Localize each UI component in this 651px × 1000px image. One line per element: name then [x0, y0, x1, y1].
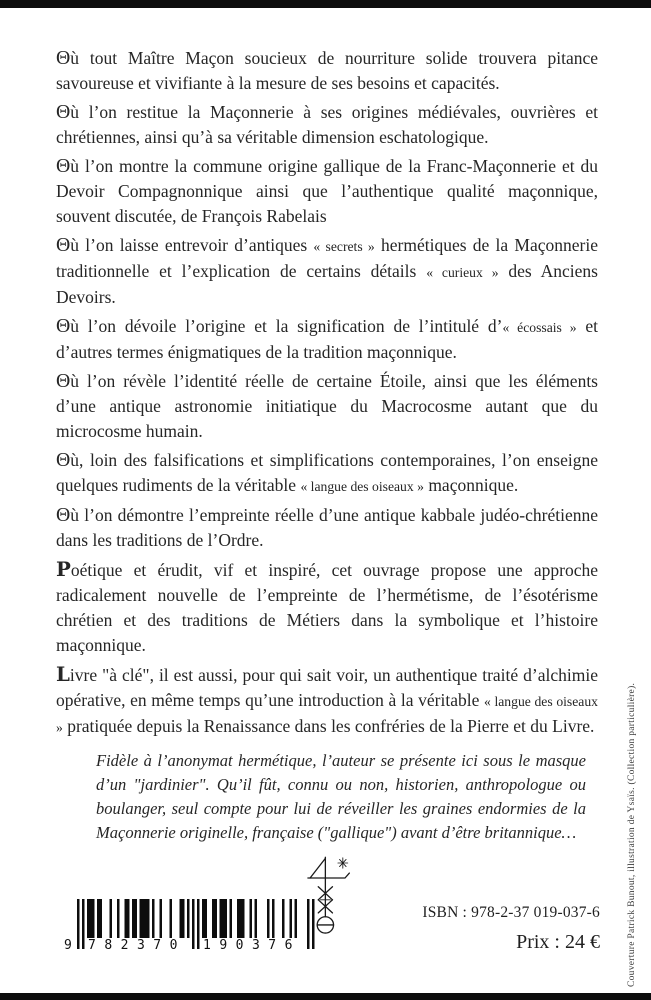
isbn-value: 978-2-37 019-037-6 [471, 904, 600, 921]
paragraph-text: ù l’on révèle l’identité réelle de certaine Étoile, ainsi que les éléments d’une antique astronomie initiatique du Macrocosme autant que du microcosme humain. [56, 371, 598, 441]
ornamental-initial: Θ [56, 101, 71, 123]
barcode-group-right: 190376 [203, 938, 301, 953]
paragraph-text: ù tout Maître Maçon soucieux de nourriture solide trouvera pitance savoureuse et vivifiante à la mesure de ses besoins et capacités. [56, 48, 598, 93]
paragraph-text: ivre "à clé", il est aussi, pour qui sait voir, un authentique traité d’alchimie opérative, en même temps qu’une introduction à la véritable « langue des oiseaux » pratiquée depuis la Renaissance dans les confréries de la Pierre et du Livre. [56, 665, 598, 736]
paragraph [56, 448, 598, 499]
ornamental-initial: Θ [56, 234, 71, 256]
paragraph-text: ù l’on dévoile l’origine et la signification de l’intitulé d’« écossais » et d’autres termes énigmatiques de la tradition maçonnique. [56, 316, 598, 362]
blurb-paragraphs [56, 46, 598, 740]
author-note: Fidèle à l’anonymat hermétique, l’auteur se présente ici sous le masque d’un "jardinier". Qu’il fût, connu ou non, historien, anthropologue ou boulanger, seul compte pour lui de réveiller les graines endormies de la Maçonnerie originelle, française ("gallique") avant d’être britannique… [96, 751, 586, 842]
paragraph [56, 46, 598, 96]
paragraph [56, 557, 598, 658]
paragraph [56, 662, 598, 740]
paragraph-text: ù l’on montre la commune origine gallique de la Franc-Maçonnerie et du Devoir Compagnonnique ainsi que l’authentique qualité maçonnique, souvent discutée, de François Rabelais [56, 156, 598, 226]
ornamental-initial: Θ [56, 504, 71, 526]
price-line [516, 931, 600, 954]
paragraph [56, 369, 598, 444]
ornamental-initial: Θ [56, 315, 71, 337]
barcode-lead-digit: 9 [64, 938, 72, 953]
price-value: 24 € [565, 931, 600, 953]
paragraph [56, 233, 598, 310]
ornamental-initial: Θ [56, 449, 71, 471]
ean13-barcode [64, 899, 324, 957]
ornamental-initial: P [56, 557, 71, 581]
cover-credit: Couverture Patrick Bunout, illustration de Ysaïs. (Collection particulière). [627, 682, 637, 987]
paragraph [56, 100, 598, 150]
barcode-group-left: 782370 [88, 938, 186, 953]
paragraph-text: ù l’on laisse entrevoir d’antiques « secrets » hermétiques de la Maçonnerie traditionnelle et l’explication de certains détails « curieux » des Anciens Devoirs. [56, 235, 598, 307]
ornamental-initial: Θ [56, 370, 71, 392]
ornamental-initial: Θ [56, 47, 71, 69]
isbn-label: ISBN : [422, 904, 468, 921]
paragraph-text: ù l’on démontre l’empreinte réelle d’une antique kabbale judéo-chrétienne dans les traditions de l’Ordre. [56, 505, 598, 550]
bottom-border [0, 993, 651, 1000]
price-label: Prix : [516, 931, 560, 953]
paragraph-text: ù, loin des falsifications et simplifications contemporaines, l’on enseigne quelques rudiments de la véritable « langue des oiseaux » maçonnique. [56, 450, 598, 495]
blurb-content [56, 46, 598, 942]
paragraph [56, 314, 598, 365]
ornamental-initial: L [56, 662, 70, 686]
top-border [0, 0, 651, 8]
paragraph [56, 503, 598, 553]
paragraph-text: ù l’on restitue la Maçonnerie à ses origines médiévales, ouvrières et chrétiennes, ainsi qu’à sa véritable dimension eschatologique. [56, 102, 598, 147]
ornamental-initial: Θ [56, 155, 71, 177]
isbn-line [422, 904, 600, 922]
paragraph-text: oétique et érudit, vif et inspiré, cet ouvrage propose une approche radicalement nouvelle de l’empreinte de l’hermétisme, de l’ésotérisme chrétien et des traditions de Métiers dans la symbolique et l’histoire maçonnique. [56, 560, 598, 655]
paragraph [56, 154, 598, 229]
